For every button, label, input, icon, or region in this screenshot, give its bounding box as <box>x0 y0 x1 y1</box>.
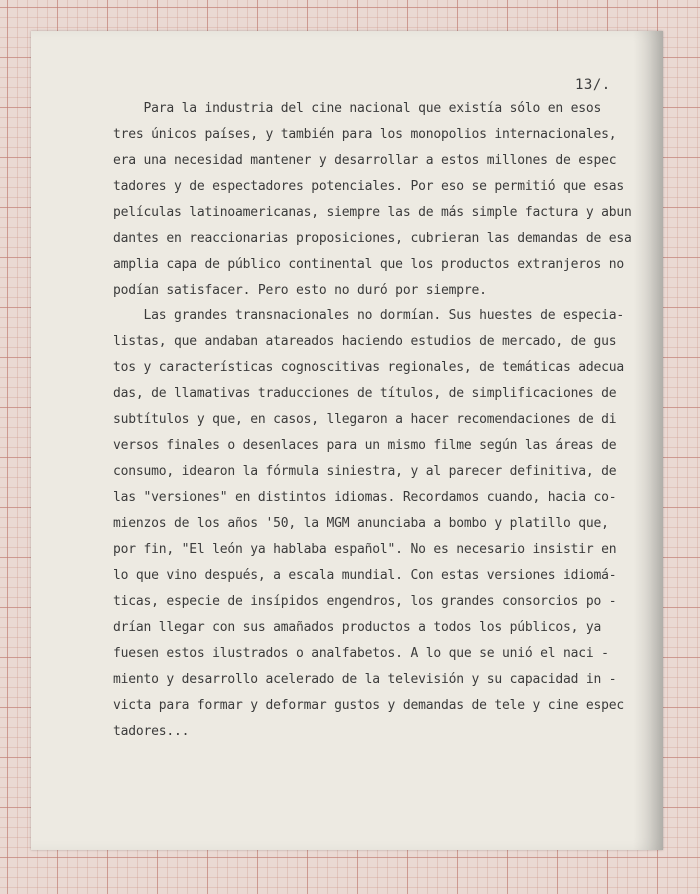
text-line: Las grandes transnacionales no dormían. Sus huestes de especia- <box>113 308 624 323</box>
text-line: listas, que andaban atareados haciendo estudios de mercado, de gus <box>113 334 617 349</box>
text-line: drían llegar con sus amañados productos a todos los públicos, ya <box>113 620 602 635</box>
text-line: miento y desarrollo acelerado de la televisión y su capacidad in - <box>113 672 617 687</box>
text-line: ticas, especie de insípidos engendros, los grandes consorcios po - <box>113 594 617 609</box>
text-line: era una necesidad mantener y desarrollar a estos millones de espec <box>113 153 617 168</box>
text-line: victa para formar y deformar gustos y demandas de tele y cine espec <box>113 698 624 713</box>
text-line: podían satisfacer. Pero esto no duró por siempre. <box>113 283 487 298</box>
text-line: por fin, "El león ya hablaba español". No es necesario insistir en <box>113 542 617 557</box>
text-line: amplia capa de público continental que los productos extranjeros no <box>113 257 624 272</box>
text-line: fuesen estos ilustrados o analfabetos. A lo que se unió el naci - <box>113 646 609 661</box>
text-line: lo que vino después, a escala mundial. Con estas versiones idiomá- <box>113 568 617 583</box>
text-line: tos y características cognoscitivas regionales, de temáticas adecua <box>113 360 624 375</box>
text-line: las "versiones" en distintos idiomas. Recordamos cuando, hacia co- <box>113 490 617 505</box>
text-line: das, de llamativas traducciones de títulos, de simplificaciones de <box>113 386 617 401</box>
text-line: películas latinoamericanas, siempre las de más simple factura y abun <box>113 205 632 220</box>
document-page <box>31 31 663 850</box>
text-line: versos finales o desenlaces para un mismo filme según las áreas de <box>113 438 617 453</box>
text-line: subtítulos y que, en casos, llegaron a hacer recomendaciones de di <box>113 412 617 427</box>
text-line: tres únicos países, y también para los monopolios internacionales, <box>113 127 617 142</box>
text-line: Para la industria del cine nacional que existía sólo en esos <box>113 101 602 116</box>
text-line: consumo, idearon la fórmula siniestra, y al parecer definitiva, de <box>113 464 617 479</box>
text-line: dantes en reaccionarias proposiciones, cubrieran las demandas de esa <box>113 231 632 246</box>
text-line: tadores y de espectadores potenciales. Por eso se permitió que esas <box>113 179 624 194</box>
text-line: tadores... <box>113 724 190 739</box>
text-line: mienzos de los años '50, la MGM anunciaba a bombo y platillo que, <box>113 516 609 531</box>
page-number: 13/. <box>575 77 611 93</box>
